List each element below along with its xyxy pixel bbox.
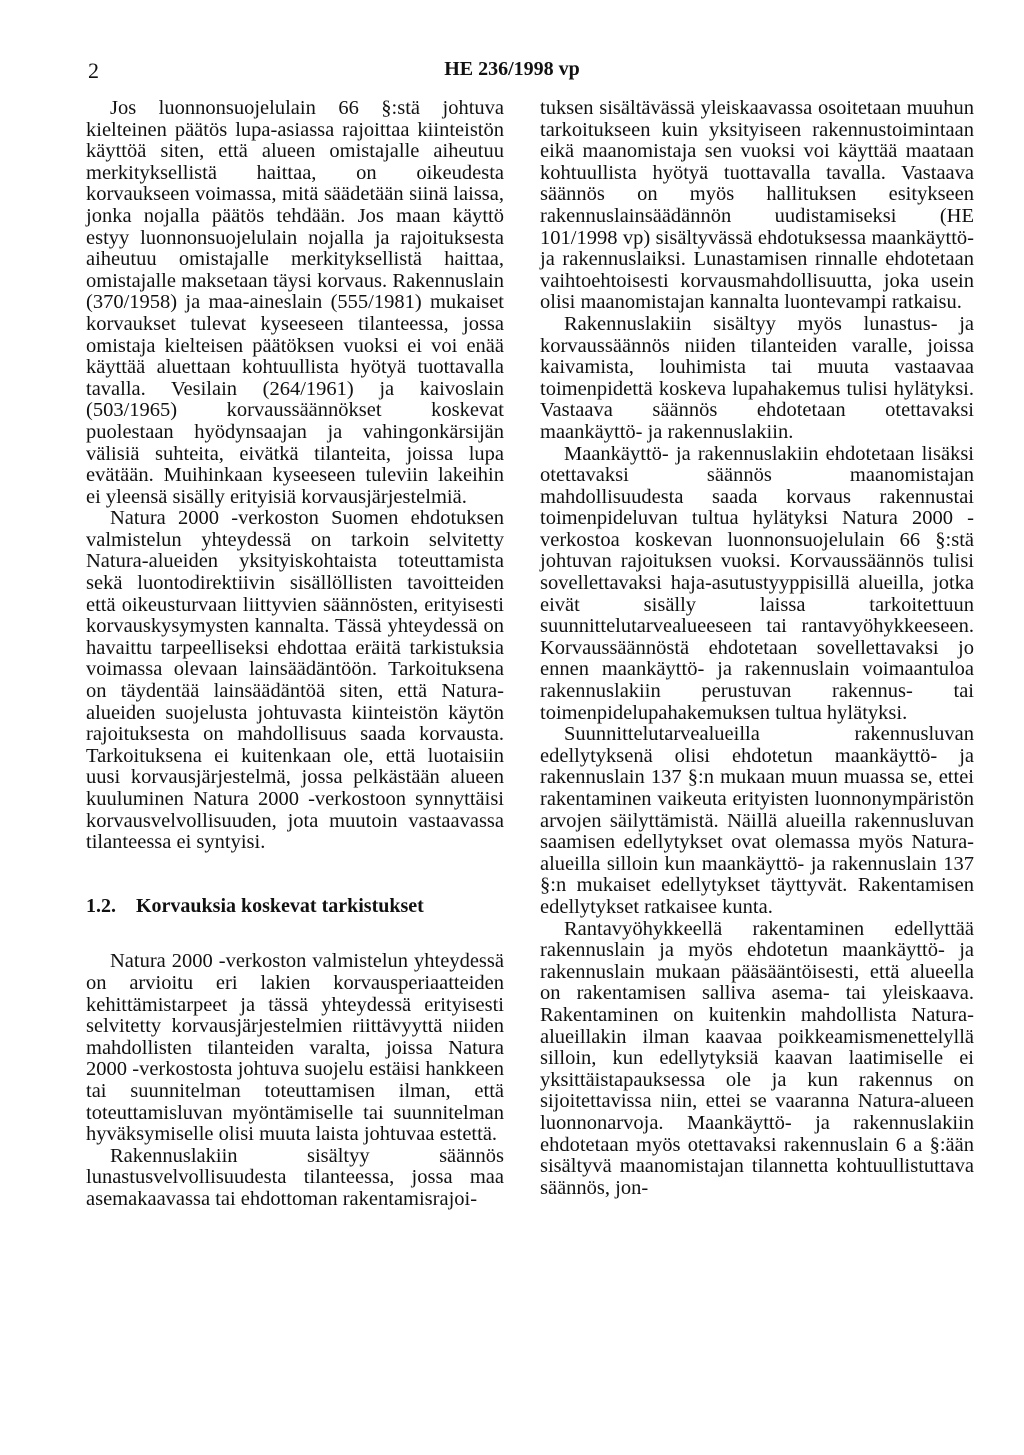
right-column bbox=[540, 98, 974, 1199]
page-number: 2 bbox=[88, 58, 99, 83]
body-paragraph: Rakennuslakiin sisältyy myös lunastus- ja korvaussäännös niiden tilanteiden varalle, joissa kaivamista, louhimista tai muuta vastaavaa toimenpidettä koskeva lupahakemus tulisi hylätyksi. Vastaava säännös ehdotetaan otettavaksi maankäyttö- ja rakennuslakiin. bbox=[540, 312, 974, 443]
body-paragraph: Maankäyttö- ja rakennuslakiin ehdotetaan lisäksi otettavaksi säännös maanomistajan mahdollisuudesta saada korvaus rakennustai toimenpideluvan tultua hylätyksi Natura 2000 -verkostoa koskevan luonnonsuojelulain 66 §:stä johtuvan rajoituksen vuoksi. Korvaussäännös tulisi sovellettavaksi haja-asutustyyppisillä alueilla, jotka eivät sisälly laissa tarkoitettuun suunnittelutarvealueeseen tai rantavyöhykkeeseen. Korvaussäännöstä ehdotetaan sovellettavaksi jo ennen maankäyttö- ja rakennuslain voimaantuloa rakennuslakiin perustuvan rakennus- tai toimenpidelupahakemuksen tultua hylätyksi. bbox=[540, 442, 974, 724]
body-paragraph: Jos luonnonsuojelulain 66 §:stä johtuva kielteinen päätös lupa-asiassa rajoittaa kiinteistön käyttöä siten, että alueen omistajalle aiheutuu merkityksellistä haittaa, on oikeudesta korvaukseen voimassa, mitä säädetään siinä laissa, jonka nojalla päätös tehdään. Jos maan käyttö estyy luonnonsuojelulain nojalla ja rajoituksesta aiheutuu omistajalle merkityksellistä haittaa, omistajalle maksetaan täysi korvaus. Rakennuslain (370/1958) ja maa-aineslain (555/1981) mukaiset korvaukset tulevat kyseeseen tilanteessa, jossa omistaja kielteisen päätöksen vuoksi ei voi enää käyttää aluettaan kohtuullista hyötyä tuottavalla tavalla. Vesilain (264/1961) ja kaivoslain (503/1965) korvaussäännökset koskevat puolestaan hyödynsaajan ja vahingonkärsijän välisiä suhteita, eivätkä tilanteita, joissa lupa evätään. Muihinkaan kyseeseen tuleviin lakeihin ei yleensä sisälly erityisiä korvausjärjestelmiä. bbox=[86, 97, 504, 508]
section-number: 1.2. bbox=[86, 894, 116, 917]
body-paragraph-continued: tuksen sisältävässä yleiskaavassa osoitetaan muuhun tarkoitukseen kuin yksityiseen rakennustoimintaan eikä maanomistaja sen vuoksi voi käyttää maataan kohtuullista hyötyä tuottavalla tavalla. Vastaava säännös on myös hallituksen esitykseen rakennuslainsäädännön uudistamiseksi (HE 101/1998 vp) sisältyvässä ehdotuksessa maankäyttö- ja rakennuslaiksi. Lunastamisen rinnalle ehdotetaan vaihtoehtoisesti korvausmahdollisuutta, joka usein olisi maanomistajan kannalta luontevampi ratkaisu. bbox=[540, 97, 974, 314]
body-paragraph: Natura 2000 -verkoston Suomen ehdotuksen valmistelun yhteydessä on tarkoin selvitetty Natura-alueiden yksityiskohtaista toteuttamista sekä luontodirektiivin sisällöllisten tavoitteiden että oikeusturvaan liittyvien säännösten, erityisesti korvauskysymysten kannalta. Tässä yhteydessä on havaittu tarpeelliseksi ehdottaa eräitä tarkistuksia voimassa olevaan lainsäädäntöön. Tarkoituksena on täydentää lainsäädäntöä siten, että Natura-alueiden suojelusta johtuvasta kiinteistön käytön rajoituksesta on mahdollisuus saada korvausta. Tarkoituksena ei kuitenkaan ole, että luotaisiin uusi korvausjärjestelmä, jossa pelkästään alueen kuuluminen Natura 2000 -verkostoon synnyttäisi korvausvelvollisuuden, jota muutoin vastaavassa tilanteessa ei syntyisi. bbox=[86, 507, 504, 854]
body-paragraph: Suunnittelutarvealueilla rakennusluvan edellytyksenä olisi ehdotetun maankäyttö- ja rakennuslain 137 §:n mukaan muun muassa se, ettei rakentaminen vaikeuta erityisten luonnonympäristön arvojen säilyttämistä. Näillä alueilla rakennusluvan saamisen edellytykset ovat olemassa myös Natura-alueilla silloin kun maankäyttö- ja rakennuslain 137 §:n mukaiset edellytykset täyttyvät. Rakentamisen edellytykset ratkaisee kunta. bbox=[540, 723, 974, 918]
body-paragraph: Rakennuslakiin sisältyy säännös lunastusvelvollisuudesta tilanteessa, jossa maa asemakaavassa tai ehdottoman rakentamisrajoi- bbox=[86, 1144, 504, 1210]
section-title: Korvauksia koskevat tarkistukset bbox=[136, 894, 424, 917]
running-head: HE 236/1998 vp bbox=[444, 58, 580, 80]
body-paragraph: Natura 2000 -verkoston valmistelun yhteydessä on arvioitu eri lakien korvausperiaatteiden kehittämistarpeet ja tässä yhteydessä erityisesti selvitetty korvausjärjestelmien riittävyyttä niiden mahdollisten tilanteiden varalta, joissa Natura 2000 -verkostosta johtuva suojelu estäisi hankkeen tai suunnitelman toteuttamisen ilman, että toteuttamisluvan myöntämiselle tai suunnitelman hyväksymiselle olisi muuta laista johtuvaa estettä. bbox=[86, 950, 504, 1146]
body-paragraph: Rantavyöhykkeellä rakentaminen edellyttää rakennuslain ja myös ehdotetun maankäyttö- ja rakennuslain mukaan pääsääntöisesti, että alueella on rakentamisen salliva asema- tai yleiskaava. Rakentaminen on kuitenkin mahdollista Natura-alueillakin ilman kaavaa poikkeamismenettelyllä silloin, kun edellytyksiä kaavan laatimiselle ei yksittäistapauksessa ole ja kun rakennus on sijoitettavissa niin, ettei se vaaranna Natura-alueen luonnonarvoja. Maankäyttö- ja rakennuslakiin ehdotetaan myös otettavaksi rakennuslain 6 a §:ään sisältyvä maanomistajan tilannetta kohtuullistuttava säännös, jon- bbox=[540, 917, 974, 1199]
section-heading bbox=[86, 896, 504, 918]
left-column bbox=[86, 98, 504, 1211]
